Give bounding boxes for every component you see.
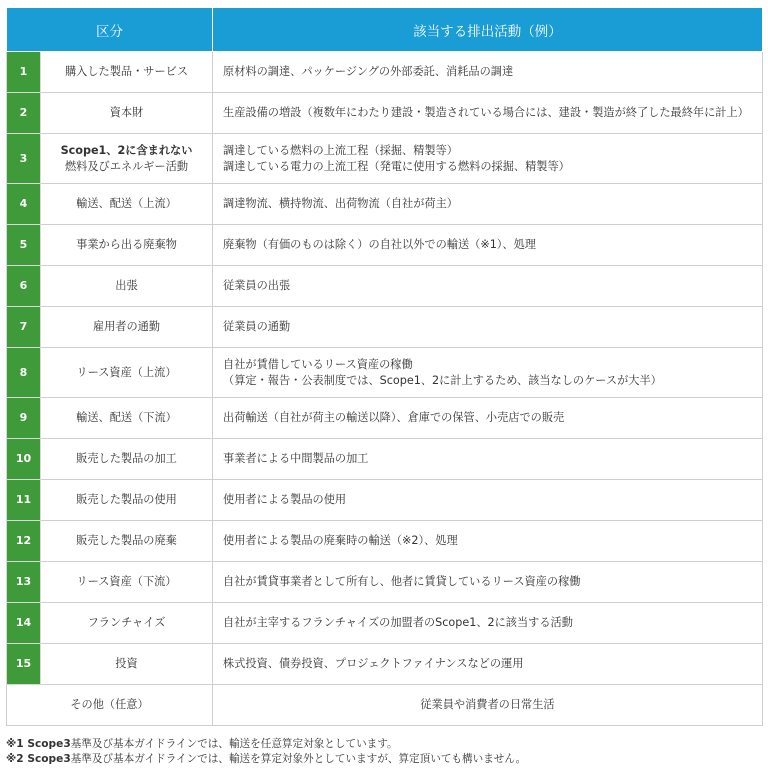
footnote-text: 基準及び基本ガイドラインでは、輸送を任意算定対象としています。	[70, 738, 398, 750]
category-name-line: 燃料及びエネルギー活動	[64, 159, 189, 173]
activity-line: 原材料の調達、パッケージングの外部委託、消耗品の調達	[223, 65, 514, 78]
activity-description	[213, 184, 763, 225]
activity-description	[213, 521, 763, 562]
footnote-text: 基準及び基本ガイドラインでは、輸送を算定対象外としていますが、算定頂いても構いません。	[70, 753, 527, 765]
activity-description	[213, 93, 763, 134]
activity-line: 株式投資、債券投資、プロジェクトファイナンスなどの運用	[223, 657, 524, 670]
activity-line: 使用者による製品の廃棄時の輸送（※2）、処理	[223, 534, 458, 547]
footnote-mark: ※2 Scope3	[6, 753, 71, 765]
activity-description	[213, 398, 763, 439]
activity-description	[213, 348, 763, 398]
category-name: リース資産（下流）	[41, 562, 213, 603]
category-number: 4	[7, 184, 41, 225]
table-row	[7, 398, 763, 439]
activity-line: （算定・報告・公表制度では、Scope1、2に計上するため、該当なしのケースが大半）	[223, 373, 662, 387]
category-name: 事業から出る廃棄物	[41, 225, 213, 266]
activity-description	[213, 603, 763, 644]
table-row	[7, 134, 763, 184]
activity-description	[213, 307, 763, 348]
table-row	[7, 93, 763, 134]
activity-description	[213, 439, 763, 480]
other-activity-description: 従業員や消費者の日常生活	[213, 685, 763, 726]
category-number: 2	[7, 93, 41, 134]
category-name-line: Scope1、2に含まれない	[60, 143, 193, 157]
category-number: 6	[7, 266, 41, 307]
activity-line: 自社が賃貸事業者として所有し、他者に賃貸しているリース資産の稼働	[223, 575, 581, 588]
footnote-1	[6, 737, 762, 752]
table-row	[7, 52, 763, 93]
footnote-2	[6, 752, 762, 767]
footnotes	[6, 737, 762, 767]
activity-line: 自社が賃借しているリース資産の稼働	[223, 357, 413, 371]
category-name: 販売した製品の廃棄	[41, 521, 213, 562]
table-row	[7, 307, 763, 348]
header-activity: 該当する排出活動（例）	[213, 8, 763, 52]
scope3-category-table-wrapper	[6, 7, 762, 726]
table-row	[7, 266, 763, 307]
table-row	[7, 184, 763, 225]
activity-line: 生産設備の増設（複数年にわたり建設・製造されている場合には、建設・製造が終了した最終年に計上）	[223, 106, 749, 119]
activity-line: 自社が主宰するフランチャイズの加盟者のScope1、2に該当する活動	[223, 616, 573, 629]
activity-description	[213, 266, 763, 307]
category-number: 14	[7, 603, 41, 644]
category-name: 出張	[41, 266, 213, 307]
category-number: 8	[7, 348, 41, 398]
table-header-row	[7, 8, 763, 52]
activity-line: 使用者による製品の使用	[223, 493, 347, 506]
category-name: 購入した製品・サービス	[41, 52, 213, 93]
other-category-name: その他（任意）	[7, 685, 213, 726]
category-name: 販売した製品の使用	[41, 480, 213, 521]
activity-line: 調達している燃料の上流工程（採掘、精製等）	[223, 143, 458, 157]
category-name: 資本財	[41, 93, 213, 134]
category-number: 3	[7, 134, 41, 184]
footnote-mark: ※1 Scope3	[6, 738, 71, 750]
category-name: フランチャイズ	[41, 603, 213, 644]
category-number: 12	[7, 521, 41, 562]
activity-description	[213, 52, 763, 93]
category-name: リース資産（上流）	[41, 348, 213, 398]
category-number: 5	[7, 225, 41, 266]
activity-line: 出荷輸送（自社が荷主の輸送以降）、倉庫での保管、小売店での販売	[223, 411, 565, 424]
category-number: 11	[7, 480, 41, 521]
category-number: 1	[7, 52, 41, 93]
activity-line: 従業員の出張	[223, 279, 291, 292]
table-row	[7, 644, 763, 685]
header-category: 区分	[7, 8, 213, 52]
category-number: 15	[7, 644, 41, 685]
activity-line: 調達物流、横持物流、出荷物流（自社が荷主）	[223, 197, 458, 210]
table-row-other	[7, 685, 763, 726]
category-name: 販売した製品の加工	[41, 439, 213, 480]
table-row	[7, 480, 763, 521]
activity-description	[213, 562, 763, 603]
category-number: 9	[7, 398, 41, 439]
activity-description	[213, 225, 763, 266]
activity-description	[213, 480, 763, 521]
table-row	[7, 603, 763, 644]
category-name: 輸送、配送（下流）	[41, 398, 213, 439]
category-number: 10	[7, 439, 41, 480]
table-row	[7, 348, 763, 398]
scope3-category-table	[6, 7, 763, 726]
category-number: 13	[7, 562, 41, 603]
category-number: 7	[7, 307, 41, 348]
category-name: 雇用者の通勤	[41, 307, 213, 348]
table-row	[7, 562, 763, 603]
table-row	[7, 521, 763, 562]
category-name: 投資	[41, 644, 213, 685]
table-row	[7, 439, 763, 480]
activity-line: 事業者による中間製品の加工	[223, 452, 369, 465]
category-name	[41, 134, 213, 184]
table-row	[7, 225, 763, 266]
activity-description	[213, 644, 763, 685]
activity-description	[213, 134, 763, 184]
activity-line: 従業員の通勤	[223, 320, 291, 333]
activity-line: 調達している電力の上流工程（発電に使用する燃料の採掘、精製等）	[223, 159, 570, 173]
activity-line: 廃棄物（有価のものは除く）の自社以外での輸送（※1）、処理	[223, 238, 536, 251]
category-name: 輸送、配送（上流）	[41, 184, 213, 225]
